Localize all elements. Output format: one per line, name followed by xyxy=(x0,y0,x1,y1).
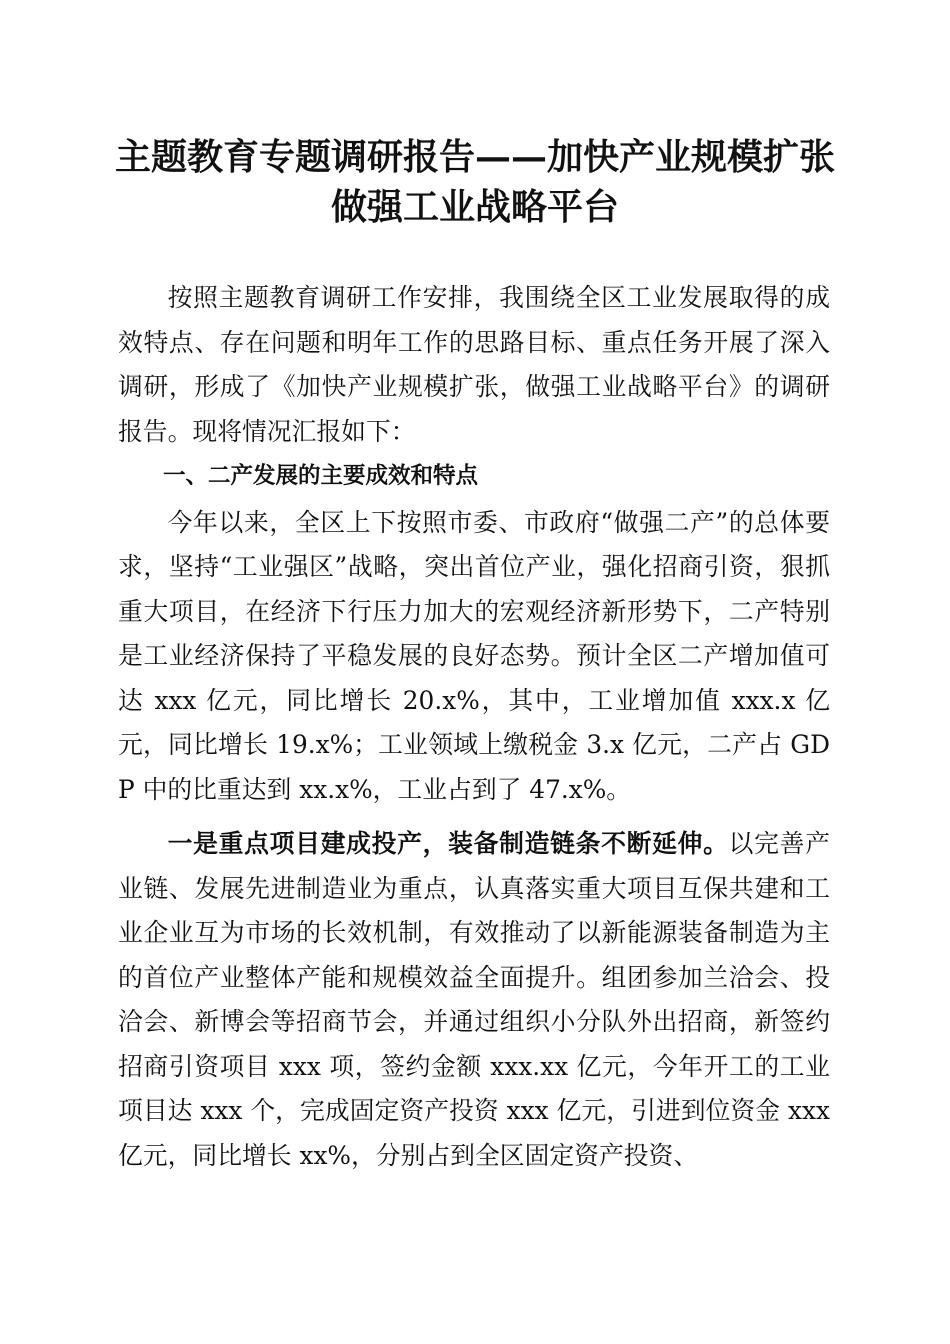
section-1-paragraph-1: 今年以来，全区上下按照市委、市政府“做强二产”的总体要求，坚持“工业强区”战略，突出首位产业，强化招商引资，狠抓重大项目，在经济下行压力加大的宏观经济新形势下，二产特别是工业经济保持了平稳发展的良好态势。预计全区二产增加值可达 xxx 亿元，同比增长 20.x%，其中，工业增加值 xxx.x 亿元，同比增长 19.x%；工业领域上缴税金 3.x 亿元，二产占 GDP 中的比重达到 xx.x%，工业占到了 47.x%。 xyxy=(118,507,830,804)
section-1-paragraph-2 xyxy=(118,822,830,1178)
paragraph-lead-sentence: 一是重点项目建成投产，装备制造链条不断延伸。 xyxy=(167,829,729,858)
document-title-line-2: 做强工业战略平台 xyxy=(330,186,619,228)
document-body xyxy=(118,276,830,1178)
paragraph-body-text: 以完善产业链、发展先进制造业为重点，认真落实重大项目互保共建和工业企业互为市场的长效机制，有效推动了以新能源装备制造为主的首位产业整体产能和规模效益全面提升。组团参加兰洽会、投洽会、新博会等招商节会，并通过组织小分队外出招商，新签约招商引资项目 xxx 项，签约金额 xxx.xx 亿元，今年开工的工业项目达 xxx 个，完成固定资产投资 xxx 亿元，引进到位资金 xxx 亿元，同比增长 xx%，分别占到全区固定资产投资、 xyxy=(118,829,830,1170)
section-heading-1: 一、二产发展的主要成效和特点 xyxy=(163,463,479,489)
document-title-line-1: 主题教育专题调研报告——加快产业规模扩张 xyxy=(114,136,835,178)
intro-paragraph: 按照主题教育调研工作安排，我围绕全区工业发展取得的成效特点、存在问题和明年工作的思路目标、重点任务开展了深入调研，形成了《加快产业规模扩张，做强工业战略平台》的调研报告。现将情况汇报如下： xyxy=(118,283,830,446)
